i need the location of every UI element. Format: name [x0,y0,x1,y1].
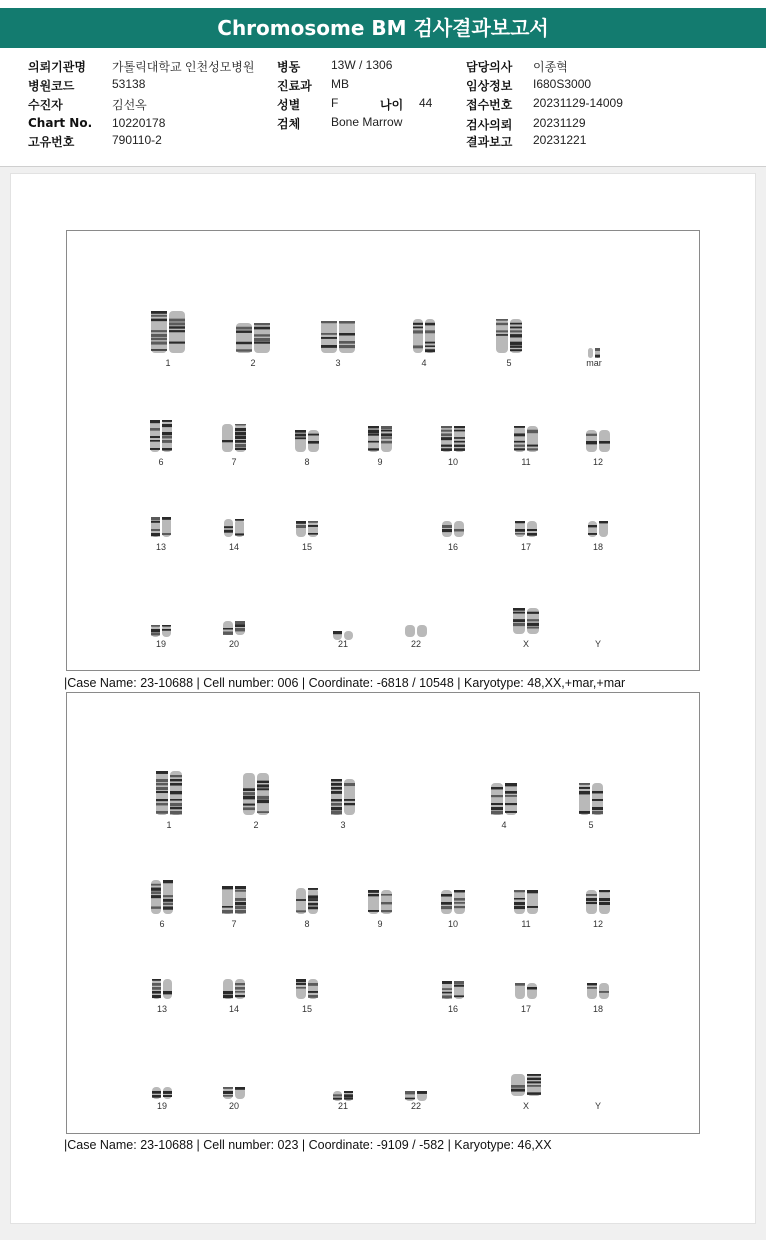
chromosome-pair [156,771,182,819]
field-label: 수진자 [28,98,63,112]
chromosome-pair [296,888,318,918]
chromosome-label: X [522,639,529,649]
chromosome-label: 5 [506,358,512,368]
chromosome-label: 15 [301,1004,312,1014]
field-value: 790110-2 [112,133,162,147]
field-label: 병동 [277,60,301,74]
chromosome-label: 19 [155,639,166,649]
chromosome-pair [296,979,318,1003]
chromosome-pair [587,983,609,1003]
chromosome-label: 13 [155,542,166,552]
chromosome-pair [368,890,392,918]
chromosome-pair [222,886,246,918]
field-label: 결과보고 [466,135,513,149]
chromosome-label: 17 [520,542,531,552]
chromosome-label: 7 [231,919,237,929]
chromosome-pair [413,319,435,357]
chromosome-label: 1 [165,358,171,368]
field-label: 고유번호 [28,135,75,149]
karyogram-caption-2: |Case Name: 23-10688 | Cell number: 023 | Coordinate: -9109 / -582 | Karyotype: 46,XX [64,1138,552,1152]
chromosome-label: 8 [304,919,310,929]
chromosome-label: 20 [228,639,239,649]
chromosome-label: 18 [592,542,603,552]
field-label: 임상정보 [466,79,513,93]
chromosome-pair [222,424,246,456]
chromosome-pair [295,430,319,456]
chromosome-pair [514,426,538,456]
chromosome-label: 5 [588,820,594,830]
chromosome-label: 10 [447,919,458,929]
top-strip [0,0,766,8]
chromosome-pair [513,608,539,638]
chromosome-pair [151,880,173,918]
chromosome-pair [405,1086,427,1105]
field-label: 나이 [380,98,404,112]
field-label: 성별 [277,98,301,112]
chromosome-label: 2 [253,820,259,830]
chromosome-pair [588,521,608,541]
chromosome-label: 9 [377,457,383,467]
field-label: 의뢰기관명 [28,60,86,74]
chromosome-pair [243,773,269,819]
field-value: 가톨릭대학교 인천성모병원 [112,60,255,74]
chromosome-pair [150,420,172,456]
chromosome-label: 22 [410,639,421,649]
chromosome-label: 20 [228,1101,239,1111]
field-value: 20231129-14009 [533,96,623,110]
field-label: Chart No. [28,116,93,130]
karyogram-panel-1 [66,230,700,671]
chromosome-pair [442,981,464,1003]
chromosome-pair [368,426,392,456]
chromosome-label: 7 [231,457,237,467]
chromosome-pair [223,979,245,1003]
chromosome-pair [333,625,353,644]
field-value: F [331,96,339,110]
chromosome-label: 21 [337,1101,348,1111]
chromosome-label: 3 [340,820,346,830]
chromosome-pair [151,517,171,541]
field-value: 이종혁 [533,60,568,74]
karyogram-caption-1: |Case Name: 23-10688 | Cell number: 006 | Coordinate: -6818 / 10548 | Karyotype: 48,XX,+mar,+mar [64,676,626,690]
chromosome-pair [441,890,465,918]
chromosome-label: mar [586,358,602,368]
chromosome-pair [151,311,185,357]
chromosome-pair [515,983,537,1003]
chromosome-label: 12 [592,919,603,929]
chromosome-label: 21 [337,639,348,649]
field-value: 44 [419,96,433,110]
chromosome-label: 19 [156,1101,167,1111]
chromosome-label: 4 [421,358,427,368]
chromosome-pair [442,521,464,541]
chromosome-pair [152,979,172,1003]
chromosome-label: 14 [228,1004,239,1014]
chromosome-label: 18 [592,1004,603,1014]
chromosome-pair [321,321,355,357]
field-value: Bone Marrow [331,115,403,129]
chromosome-pair [496,319,522,357]
patient-info [0,48,766,167]
chromosome-label: 6 [159,919,165,929]
chromosome-pair [151,622,171,641]
field-value: 20231221 [533,133,587,147]
chromosome-label: 15 [301,542,312,552]
chromosome-pair [586,430,610,456]
chromosome-pair [223,620,245,639]
chromosome-label: X [522,1101,529,1111]
field-value: I680S3000 [533,77,592,91]
chromosome-label: 3 [335,358,341,368]
chromosome-pair [296,521,318,541]
field-value: 10220178 [112,116,166,130]
field-label: 진료과 [277,79,312,93]
chromosome-pair [333,1086,353,1105]
chromosome-label: 2 [250,358,256,368]
field-value: MB [331,77,349,91]
field-value: 20231129 [533,116,586,130]
field-label: 검사의뢰 [466,118,513,132]
field-label: 병원코드 [28,79,75,93]
chromosome-pair [588,343,600,362]
chromosome-label: 9 [377,919,383,929]
chromosome-pair [441,426,465,456]
report-title: Chromosome BM 검사결과보고서 [0,8,766,48]
chromosome-label: 8 [304,457,310,467]
chromosome-label: 6 [158,457,164,467]
chromosome-pair [491,783,517,819]
chromosome-label: Y [594,1101,601,1111]
field-value: 김선옥 [112,98,147,112]
chromosome-label: 13 [156,1004,167,1014]
chromosome-pair [152,1084,172,1103]
karyogram-panel-2 [66,692,700,1134]
chromosome-label: 11 [521,457,531,467]
chromosome-pair [223,1084,245,1103]
chromosome-label: 17 [520,1004,531,1014]
field-value: 13W / 1306 [331,58,393,72]
chromosome-pair [511,1074,541,1100]
field-label: 접수번호 [466,98,513,112]
chromosome-label: Y [594,639,601,649]
chromosome-pair [236,323,270,357]
chromosome-pair [405,622,427,641]
chromosome-pair [579,783,603,819]
chromosome-pair [224,519,244,541]
field-value: 53138 [112,77,146,91]
chromosome-label: 12 [592,457,603,467]
chromosome-label: 4 [501,820,507,830]
chromosome-label: 10 [447,457,458,467]
field-label: 담당의사 [466,60,513,74]
chromosome-pair [514,890,538,918]
chromosome-label: 11 [521,919,531,929]
chromosome-label: 16 [447,1004,458,1014]
chromosome-label: 22 [410,1101,421,1111]
chromosome-pair [586,890,610,918]
field-label: 검체 [277,117,301,131]
chromosome-pair [515,521,537,541]
chromosome-label: 14 [228,542,239,552]
chromosome-pair [331,779,355,819]
chromosome-label: 1 [166,820,172,830]
chromosome-label: 16 [447,542,458,552]
